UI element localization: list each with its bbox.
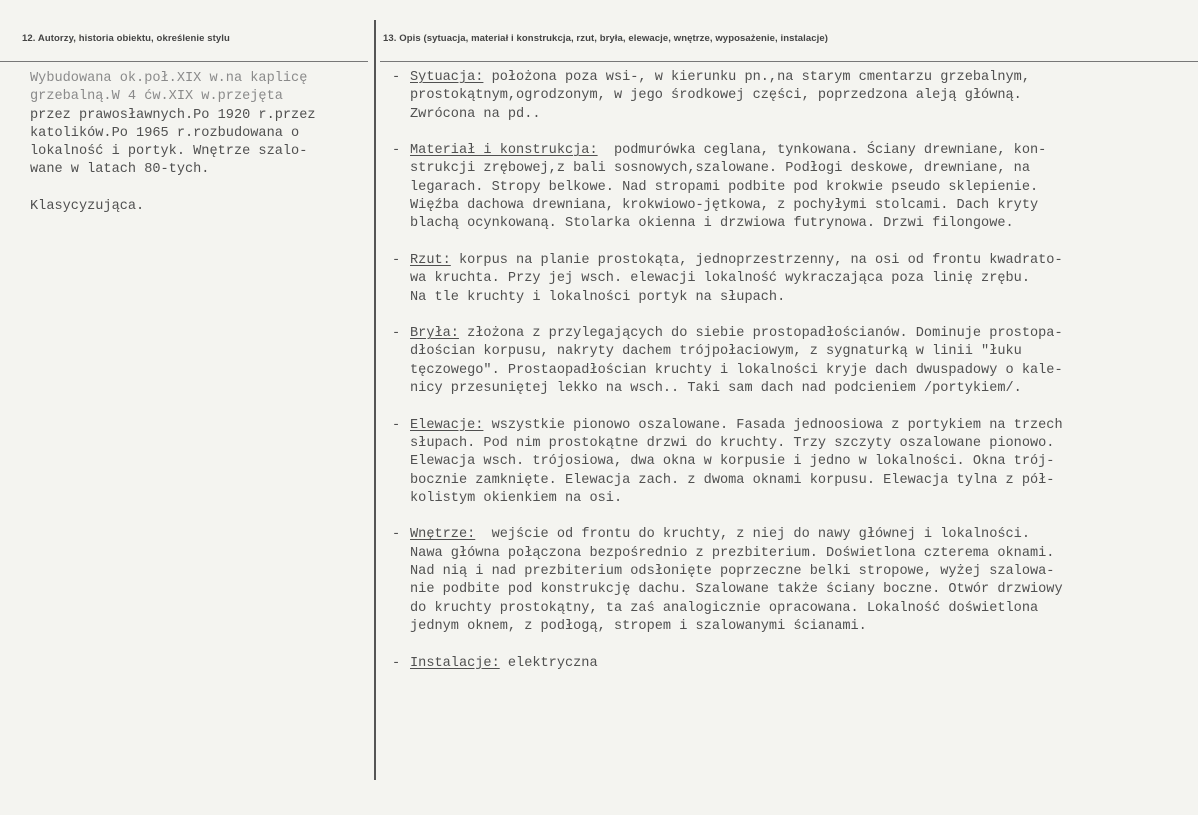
description-section <box>392 655 1192 673</box>
section-line: Nawa główna połączona bezpośrednio z prezbiterium. Doświetlona czterema oknami. <box>410 545 1055 561</box>
section-text: położona poza wsi-, w kierunku pn.,na starym cmentarzu grzebalnym, <box>483 70 1030 85</box>
section-term: Instalacje: <box>410 655 500 671</box>
section-text: podmurówka ceglana, tynkowana. Ściany drewniane, kon- <box>597 143 1047 159</box>
history-line: przez prawosławnych.Po 1920 r.przez <box>30 107 316 123</box>
section-text: złożona z przylegających do siebie prostopadłościanów. Dominuje prostopa- <box>458 326 1063 342</box>
description-section <box>392 325 1192 398</box>
section-term: Bryła: <box>410 326 459 342</box>
section-line: Na tle kruchty i lokalności portyk na słupach. <box>410 289 786 305</box>
header-description: 13. Opis (sytuacja, materiał i konstrukcja, rzut, bryła, elewacje, wnętrze, wyposażenie, instalacje) <box>383 33 829 44</box>
style-value: Klasycyzująca. <box>30 198 145 214</box>
section-line: nie podbite pod konstrukcję dachu. Szalowane także ściany boczne. Otwór drzwiowy <box>410 582 1063 598</box>
header-authors-history: 12. Autorzy, historia obiektu, określenie stylu <box>22 33 230 44</box>
section-first-line <box>392 325 1192 343</box>
history-line: Wybudowana ok.poł.XIX w.na kaplicę <box>30 71 308 86</box>
history-line: grzebalną.W 4 ćw.XIX w.przejęta <box>30 89 283 105</box>
section-line: Nad nią i nad prezbiterium odsłonięte poprzeczne belki stropowe, wyżej szalowa- <box>410 564 1055 580</box>
section-line: legarach. Stropy belkowe. Nad stropami podbite pod krokwie pseudo sklepienie. <box>410 179 1039 195</box>
divider-right <box>380 61 1198 62</box>
history-line: katolików.Po 1965 r.rozbudowana o <box>30 125 300 141</box>
section-text: wszystkie pionowo oszalowane. Fasada jednoosiowa z portykiem na trzech <box>483 417 1063 433</box>
bullet-dash: - <box>392 326 401 342</box>
section-text: wejście od frontu do kruchty, z niej do nawy głównej i lokalności. <box>475 527 1030 543</box>
bullet-dash: - <box>392 143 401 159</box>
section-line: tęczowego". Prostaopadłościan kruchty i lokalności kryje dach dwuspadowy o kale- <box>410 362 1063 378</box>
section-term: Sytuacja: <box>410 70 484 85</box>
description-column <box>392 69 1192 691</box>
bullet-dash: - <box>392 417 401 433</box>
section-line: blachą ocynkowaną. Stolarka okienna i drzwiowa futrynowa. Drzwi filongowe. <box>410 216 1014 232</box>
section-term: Wnętrze: <box>410 527 476 543</box>
style-text <box>30 198 375 216</box>
section-line: słupach. Pod nim prostokątne drzwi do kruchty. Trzy szczyty oszalowane pionowo. <box>410 435 1055 451</box>
bullet-dash: - <box>392 655 401 671</box>
section-line: wa kruchta. Przy jej wsch. elewacji lokalność wykraczająca poza linię zrębu. <box>410 271 1030 287</box>
bullet-dash: - <box>392 70 401 85</box>
history-line: wane w latach 80-tych. <box>30 162 210 178</box>
section-line: dłościan korpusu, nakryty dachem trójpołaciowym, z sygnaturką w linii "łuku <box>410 344 1022 360</box>
description-section <box>392 526 1192 636</box>
section-line: strukcji zrębowej,z bali sosnowych,szalowane. Podłogi deskowe, drewniane, na <box>410 161 1030 177</box>
section-text: elektryczna <box>499 655 598 671</box>
description-section <box>392 417 1192 508</box>
section-term: Materiał i konstrukcja: <box>410 143 598 159</box>
bullet-dash: - <box>392 252 401 268</box>
section-first-line <box>392 655 1192 673</box>
section-line: bocznie zamknięte. Elewacja zach. z dwoma oknami korpusu. Elewacja tylna z pół- <box>410 472 1055 488</box>
section-line: Zwrócona na pd.. <box>410 106 541 122</box>
section-term: Rzut: <box>410 252 451 268</box>
section-term: Elewacje: <box>410 417 484 433</box>
description-section <box>392 252 1192 307</box>
section-first-line <box>392 417 1192 435</box>
bullet-dash: - <box>392 527 401 543</box>
section-first-line <box>392 526 1192 544</box>
section-line: nicy przesuniętej lekko na wsch.. Taki sam dach nad podcieniem /portykiem/. <box>410 381 1022 397</box>
section-line: Elewacja wsch. trójosiowa, dwa okna w korpusie i jedno w lokalności. Okna trój- <box>410 454 1055 470</box>
history-line: lokalność i portyk. Wnętrze szalo- <box>30 144 308 160</box>
section-first-line <box>392 142 1192 160</box>
history-column <box>30 70 375 234</box>
section-first-line <box>392 252 1192 270</box>
section-text: korpus na planie prostokąta, jednoprzestrzenny, na osi od frontu kwadrato- <box>450 252 1063 268</box>
divider-left <box>0 61 368 62</box>
section-first-line <box>392 69 1192 87</box>
section-line: kolistym okienkiem na osi. <box>410 490 623 506</box>
history-text <box>30 70 375 180</box>
section-line: Więźba dachowa drewniana, krokwiowo-jętkowa, z pochyłymi stolcami. Dach kryty <box>410 198 1039 214</box>
section-line: prostokątnym,ogrodzonym, w jego środkowej części, poprzedzona aleją główną. <box>410 88 1022 104</box>
section-line: do kruchty prostokątny, ta zaś analogicznie opracowana. Lokalność doświetlona <box>410 600 1039 616</box>
section-line: jednym oknem, z podłogą, stropem i szalowanymi ścianami. <box>410 618 867 634</box>
description-section <box>392 69 1192 124</box>
description-section <box>392 142 1192 233</box>
